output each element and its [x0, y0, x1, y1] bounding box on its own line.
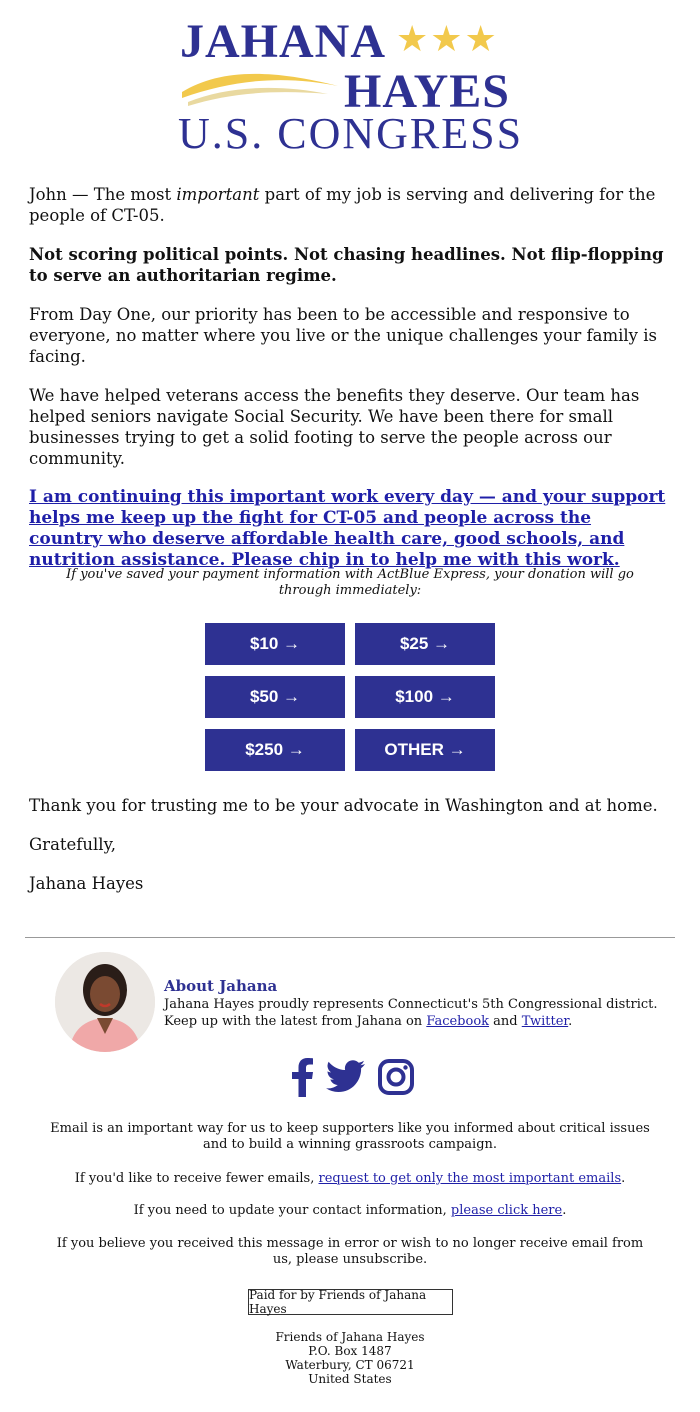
update-info-line: If you need to update your contact information, please click here. [133, 1203, 567, 1218]
facebook-link[interactable]: Facebook [426, 1014, 490, 1029]
donate-ask-link[interactable]: I am continuing this important work every day — and your support helps me keep up the fight for CT-05 and people across the country who deserve affordable health care, good schools, and nutrition assistance. Please chip in to help me with this work. [29, 487, 666, 570]
message-body [29, 184, 669, 589]
social-icons [290, 1056, 414, 1098]
mailing-address: Friends of Jahana Hayes P.O. Box 1487 Waterbury, CT 06721 United States [275, 1330, 425, 1386]
donate-50-button[interactable]: $50 → [205, 676, 345, 718]
intro-paragraph: John — The most important part of my job is serving and delivering for the people of CT-05. [29, 185, 656, 225]
avatar-portrait-icon [55, 952, 155, 1052]
divider [25, 937, 675, 938]
logo-tagline: U.S. CONGRESS [178, 109, 524, 158]
logo-last-name: HAYES [344, 65, 510, 118]
donate-10-button[interactable]: $10 → [205, 623, 345, 665]
logo-stars: ★★★ [396, 19, 499, 60]
logo-first-name: JAHANA [180, 15, 386, 68]
signoff-text: Gratefully, [29, 835, 116, 854]
candidate-avatar [55, 952, 155, 1052]
donate-25-button[interactable]: $25 → [355, 623, 495, 665]
facebook-icon[interactable] [290, 1057, 314, 1097]
donate-250-button[interactable]: $250 → [205, 729, 345, 771]
accomplishments-paragraph: We have helped veterans access the benefits they deserve. Our team has helped seniors navigate Social Security. We have been there for small businesses trying to get a solid footing to serve the people across our community. [29, 386, 640, 468]
donate-other-button[interactable]: OTHER → [355, 729, 495, 771]
about-text: Jahana Hayes proudly represents Connecticut's 5th Congressional district. Keep up with the latest from Jahana on Facebook and Twitter. [164, 997, 658, 1029]
update-info-link[interactable]: please click here [450, 1203, 563, 1218]
emphasis-text: important [176, 185, 260, 204]
about-heading: About Jahana [164, 977, 278, 995]
paid-for-disclaimer: Paid for by Friends of Jahana Hayes [248, 1289, 453, 1315]
signature-name: Jahana Hayes [29, 874, 144, 893]
twitter-icon[interactable] [326, 1060, 366, 1094]
priority-paragraph: From Day One, our priority has been to be accessible and responsive to everyone, no matter where you live or the unique challenges your family is facing. [29, 305, 657, 366]
actblue-express-note: If you've saved your payment information with ActBlue Express, your donation will go through immediately: [66, 567, 634, 598]
closing-section [29, 795, 669, 912]
bold-statement: Not scoring political points. Not chasing headlines. Not flip-flopping to serve an authoritarian regime. [29, 245, 664, 285]
unsubscribe-note: If you believe you received this message in error or wish to no longer receive email from us, please unsubscribe. [56, 1236, 644, 1267]
donate-100-button[interactable]: $100 → [355, 676, 495, 718]
fewer-emails-line: If you'd like to receive fewer emails, request to get only the most important emails. [74, 1171, 626, 1186]
fewer-emails-link[interactable]: request to get only the most important emails [318, 1171, 622, 1186]
email-purpose-note: Email is an important way for us to keep supporters like you informed about critical issues and to build a winning grassroots campaign. [50, 1121, 650, 1152]
thank-you-text: Thank you for trusting me to be your advocate in Washington and at home. [29, 796, 658, 815]
logo-swoosh-icon [178, 62, 348, 110]
instagram-icon[interactable] [378, 1059, 414, 1095]
twitter-link[interactable]: Twitter [521, 1014, 569, 1029]
campaign-logo [178, 10, 524, 158]
